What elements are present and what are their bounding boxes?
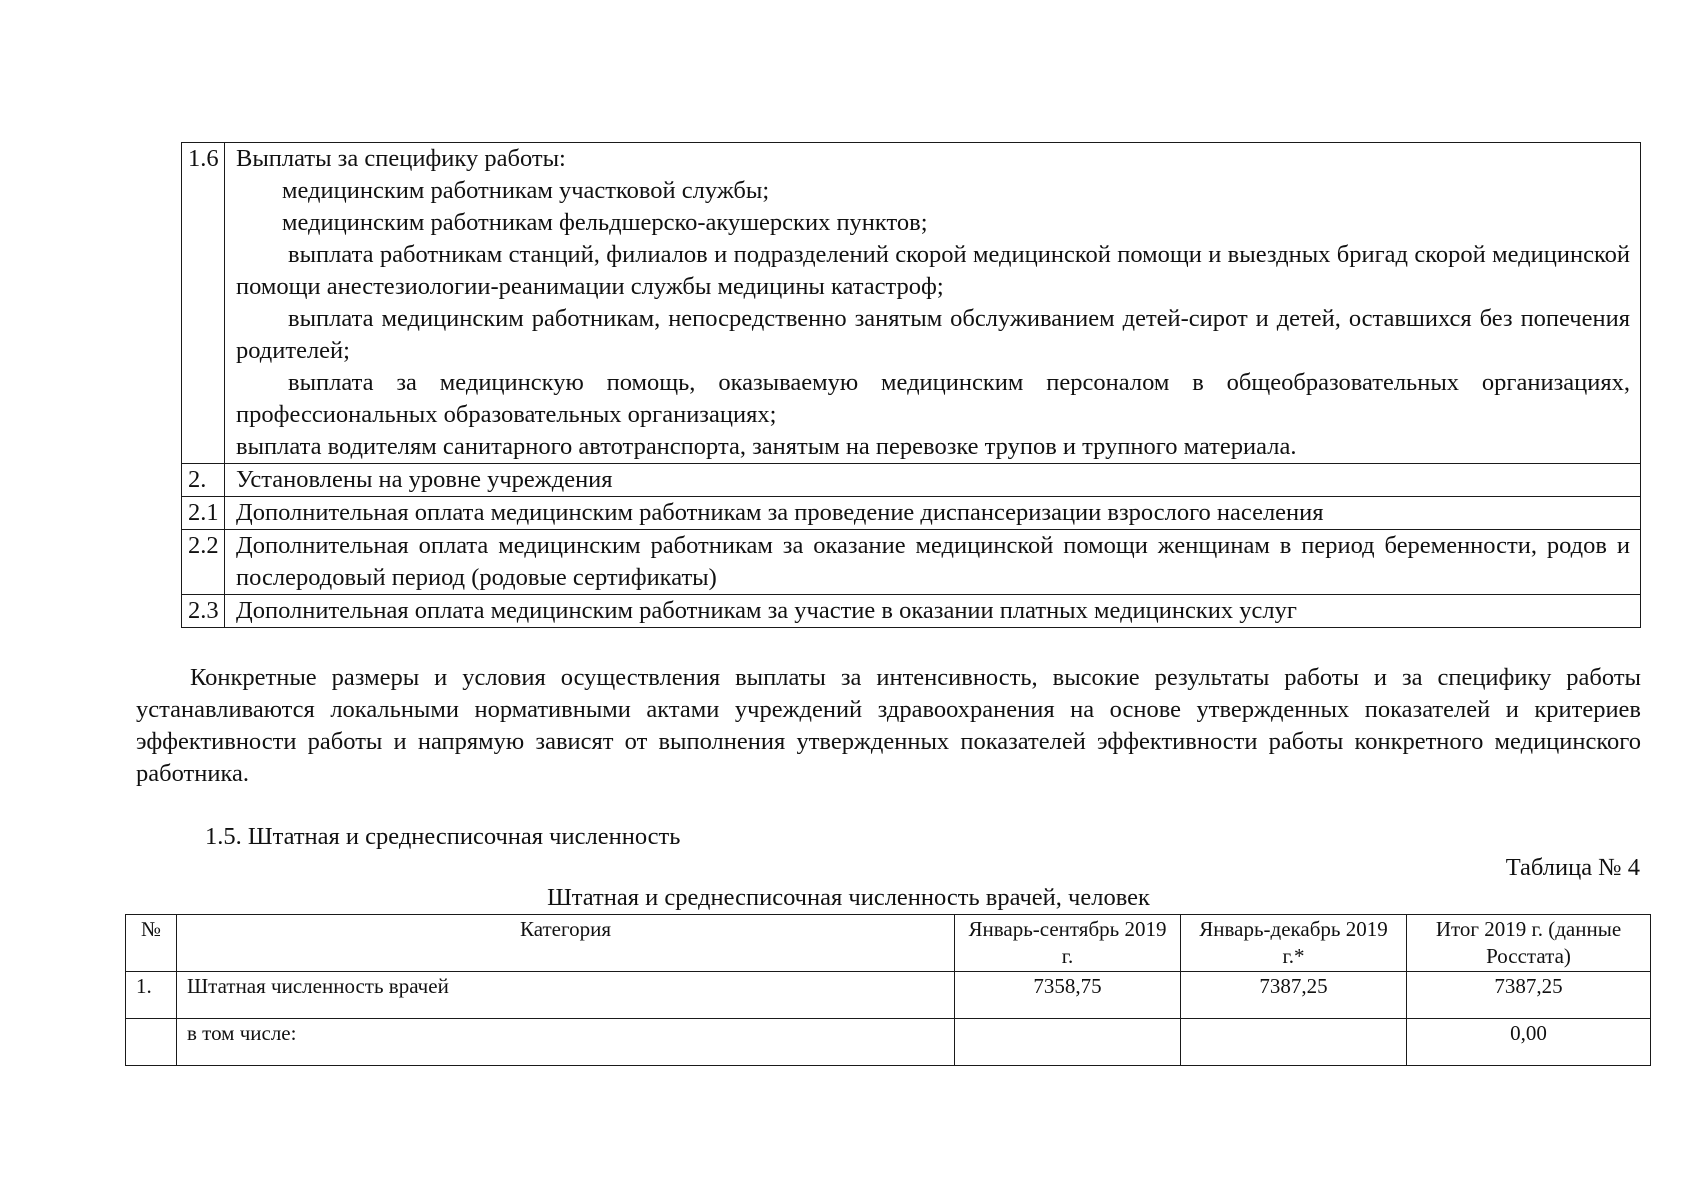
row-line: Дополнительная оплата медицинским работникам за оказание медицинской помощи женщинам в период беременности, родов и послеродовый период (родовые сертификаты) bbox=[236, 532, 1630, 591]
row-number: 2.2 bbox=[182, 530, 225, 595]
table-row bbox=[126, 1019, 1651, 1066]
table-row bbox=[126, 972, 1651, 1019]
row-line: Выплаты за специфику работы: bbox=[236, 145, 566, 172]
cell-period2: 7387,25 bbox=[1181, 972, 1407, 1019]
cell-total: 7387,25 bbox=[1407, 972, 1651, 1019]
row-line: выплата за медицинскую помощь, оказываемую медицинским персоналом в общеобразовательных организациях, профессиональных образовательных организациях; bbox=[236, 369, 1630, 428]
cell-category: Штатная численность врачей bbox=[177, 972, 955, 1019]
table-row bbox=[182, 530, 1641, 595]
row-number: 2.3 bbox=[182, 595, 225, 628]
cell-no: 1. bbox=[126, 972, 177, 1019]
staffing-table bbox=[125, 914, 1651, 1066]
section-heading: 1.5. Штатная и среднесписочная численность bbox=[205, 823, 681, 850]
cell-period1: 7358,75 bbox=[955, 972, 1181, 1019]
table-row bbox=[182, 497, 1641, 530]
row-number: 2.1 bbox=[182, 497, 225, 530]
row-text bbox=[225, 530, 1641, 595]
cell-no bbox=[126, 1019, 177, 1066]
row-line: медицинским работникам участковой службы; bbox=[282, 177, 770, 204]
table-number: Таблица № 4 bbox=[1505, 854, 1640, 881]
row-line: Дополнительная оплата медицинским работникам за проведение диспансеризации взрослого населения bbox=[236, 499, 1324, 526]
header-category: Категория bbox=[177, 915, 955, 972]
row-line: Установлены на уровне учреждения bbox=[236, 466, 613, 493]
row-number: 1.6 bbox=[182, 143, 225, 464]
row-text bbox=[225, 143, 1641, 464]
table-row bbox=[182, 143, 1641, 464]
row-text bbox=[225, 497, 1641, 530]
table-header-row bbox=[126, 915, 1651, 972]
body-paragraph: Конкретные размеры и условия осуществления выплаты за интенсивность, высокие результаты работы и за специфику работы устанавливаются локальными нормативными актами учреждений здравоохранения на основе утвержденных показателей и критериев эффективности работы и напрямую зависят от выполнения утвержденных показателей эффективности работы конкретного медицинского работника. bbox=[136, 664, 1641, 787]
header-period1: Январь-сентябрь 2019 г. bbox=[955, 915, 1181, 972]
row-line: выплата водителям санитарного автотранспорта, занятым на перевозке трупов и трупного материала. bbox=[236, 433, 1297, 460]
row-number: 2. bbox=[182, 464, 225, 497]
row-text bbox=[225, 464, 1641, 497]
row-line: медицинским работникам фельдшерско-акушерских пунктов; bbox=[282, 209, 928, 236]
row-line: выплата медицинским работникам, непосредственно занятым обслуживанием детей-сирот и детей, оставшихся без попечения родителей; bbox=[236, 305, 1630, 364]
table-row bbox=[182, 595, 1641, 628]
table-title: Штатная и среднесписочная численность врачей, человек bbox=[547, 884, 1150, 911]
row-text bbox=[225, 595, 1641, 628]
table-row bbox=[182, 464, 1641, 497]
row-line: выплата работникам станций, филиалов и подразделений скорой медицинской помощи и выездных бригад скорой медицинской помощи анестезиологии-реанимации службы медицины катастроф; bbox=[236, 241, 1630, 300]
header-total: Итог 2019 г. (данные Росстата) bbox=[1407, 915, 1651, 972]
header-period2: Январь-декабрь 2019 г.* bbox=[1181, 915, 1407, 972]
cell-period2 bbox=[1181, 1019, 1407, 1066]
row-line: Дополнительная оплата медицинским работникам за участие в оказании платных медицинских услуг bbox=[236, 597, 1297, 624]
cell-total: 0,00 bbox=[1407, 1019, 1651, 1066]
header-no: № bbox=[126, 915, 177, 972]
cell-category: в том числе: bbox=[177, 1019, 955, 1066]
cell-period1 bbox=[955, 1019, 1181, 1066]
payments-table bbox=[181, 142, 1641, 628]
